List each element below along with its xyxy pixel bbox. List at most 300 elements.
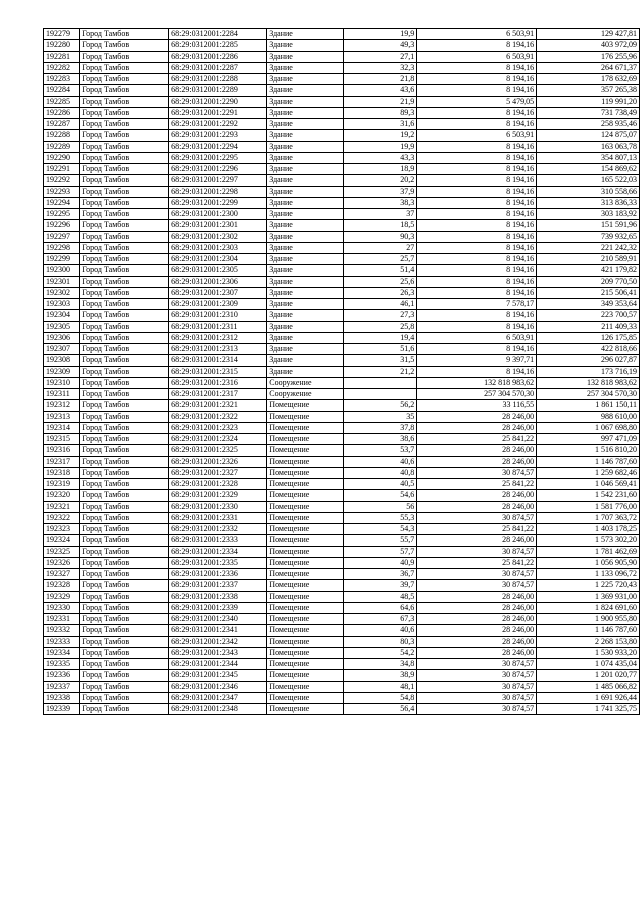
area-cell: 18,5 xyxy=(344,220,417,231)
locality-cell: Город Тамбов xyxy=(80,220,169,231)
area-cell: 51,4 xyxy=(344,265,417,276)
area-cell: 27,3 xyxy=(344,310,417,321)
specific-value-cell: 8 194,16 xyxy=(417,242,537,253)
cadastral-value-cell: 421 179,82 xyxy=(537,265,640,276)
row-number-cell: 192307 xyxy=(44,344,80,355)
cadastral-number-cell: 68:29:0312001:2324 xyxy=(169,434,267,445)
specific-value-cell: 7 578,17 xyxy=(417,299,537,310)
cadastral-value-cell: 151 591,96 xyxy=(537,220,640,231)
cadastral-value-cell: 209 770,50 xyxy=(537,276,640,287)
cadastral-number-cell: 68:29:0312001:2298 xyxy=(169,186,267,197)
row-number-cell: 192285 xyxy=(44,96,80,107)
cadastral-number-cell: 68:29:0312001:2322 xyxy=(169,411,267,422)
specific-value-cell: 33 116,55 xyxy=(417,400,537,411)
table-row xyxy=(44,96,640,107)
specific-value-cell: 8 194,16 xyxy=(417,310,537,321)
cadastral-number-cell: 68:29:0312001:2333 xyxy=(169,535,267,546)
row-number-cell: 192281 xyxy=(44,51,80,62)
table-row xyxy=(44,209,640,220)
area-cell: 32,3 xyxy=(344,62,417,73)
locality-cell: Город Тамбов xyxy=(80,344,169,355)
locality-cell: Город Тамбов xyxy=(80,704,169,715)
cadastral-value-cell: 1 861 150,11 xyxy=(537,400,640,411)
specific-value-cell: 8 194,16 xyxy=(417,119,537,130)
specific-value-cell: 28 246,00 xyxy=(417,445,537,456)
table-row xyxy=(44,141,640,152)
cadastral-number-cell: 68:29:0312001:2284 xyxy=(169,29,267,40)
specific-value-cell: 25 841,22 xyxy=(417,524,537,535)
object-type-cell: Здание xyxy=(267,231,344,242)
cadastral-value-cell: 264 671,37 xyxy=(537,62,640,73)
specific-value-cell: 28 246,00 xyxy=(417,591,537,602)
row-number-cell: 192339 xyxy=(44,704,80,715)
specific-value-cell: 30 874,57 xyxy=(417,569,537,580)
area-cell: 27 xyxy=(344,242,417,253)
cadastral-number-cell: 68:29:0312001:2343 xyxy=(169,647,267,658)
table-row xyxy=(44,254,640,265)
area-cell: 25,7 xyxy=(344,254,417,265)
object-type-cell: Помещение xyxy=(267,647,344,658)
area-cell xyxy=(344,377,417,388)
area-cell: 38,9 xyxy=(344,670,417,681)
cadastral-value-cell: 176 255,96 xyxy=(537,51,640,62)
object-type-cell: Помещение xyxy=(267,704,344,715)
object-type-cell: Здание xyxy=(267,130,344,141)
area-cell: 90,3 xyxy=(344,231,417,242)
table-row xyxy=(44,119,640,130)
cadastral-number-cell: 68:29:0312001:2346 xyxy=(169,681,267,692)
cadastral-number-cell: 68:29:0312001:2335 xyxy=(169,557,267,568)
row-number-cell: 192297 xyxy=(44,231,80,242)
specific-value-cell: 132 818 983,62 xyxy=(417,377,537,388)
cadastral-number-cell: 68:29:0312001:2312 xyxy=(169,332,267,343)
cadastral-value-cell: 1 781 462,69 xyxy=(537,546,640,557)
area-cell: 54,2 xyxy=(344,647,417,658)
object-type-cell: Здание xyxy=(267,366,344,377)
row-number-cell: 192327 xyxy=(44,569,80,580)
row-number-cell: 192310 xyxy=(44,377,80,388)
cadastral-number-cell: 68:29:0312001:2316 xyxy=(169,377,267,388)
locality-cell: Город Тамбов xyxy=(80,647,169,658)
area-cell: 21,8 xyxy=(344,74,417,85)
row-number-cell: 192324 xyxy=(44,535,80,546)
row-number-cell: 192289 xyxy=(44,141,80,152)
locality-cell: Город Тамбов xyxy=(80,96,169,107)
cadastral-number-cell: 68:29:0312001:2338 xyxy=(169,591,267,602)
object-type-cell: Здание xyxy=(267,186,344,197)
row-number-cell: 192298 xyxy=(44,242,80,253)
row-number-cell: 192288 xyxy=(44,130,80,141)
locality-cell: Город Тамбов xyxy=(80,456,169,467)
table-row xyxy=(44,130,640,141)
cadastral-value-cell: 1 516 810,20 xyxy=(537,445,640,456)
area-cell: 25,8 xyxy=(344,321,417,332)
object-type-cell: Помещение xyxy=(267,434,344,445)
row-number-cell: 192315 xyxy=(44,434,80,445)
locality-cell: Город Тамбов xyxy=(80,197,169,208)
table-row xyxy=(44,242,640,253)
cadastral-number-cell: 68:29:0312001:2331 xyxy=(169,512,267,523)
cadastral-number-cell: 68:29:0312001:2328 xyxy=(169,479,267,490)
table-row xyxy=(44,400,640,411)
object-type-cell: Здание xyxy=(267,141,344,152)
cadastral-value-cell: 129 427,81 xyxy=(537,29,640,40)
specific-value-cell: 28 246,00 xyxy=(417,625,537,636)
locality-cell: Город Тамбов xyxy=(80,85,169,96)
locality-cell: Город Тамбов xyxy=(80,591,169,602)
table-row xyxy=(44,546,640,557)
cadastral-value-cell: 1 824 691,60 xyxy=(537,602,640,613)
locality-cell: Город Тамбов xyxy=(80,681,169,692)
specific-value-cell: 30 874,57 xyxy=(417,670,537,681)
table-row xyxy=(44,355,640,366)
object-type-cell: Помещение xyxy=(267,445,344,456)
locality-cell: Город Тамбов xyxy=(80,366,169,377)
row-number-cell: 192318 xyxy=(44,467,80,478)
specific-value-cell: 30 874,57 xyxy=(417,692,537,703)
row-number-cell: 192326 xyxy=(44,557,80,568)
table-row xyxy=(44,377,640,388)
specific-value-cell: 28 246,00 xyxy=(417,490,537,501)
table-row xyxy=(44,287,640,298)
locality-cell: Город Тамбов xyxy=(80,231,169,242)
locality-cell: Город Тамбов xyxy=(80,557,169,568)
cadastral-number-cell: 68:29:0312001:2327 xyxy=(169,467,267,478)
object-type-cell: Помещение xyxy=(267,670,344,681)
table-row xyxy=(44,467,640,478)
area-cell: 54,8 xyxy=(344,692,417,703)
table-row xyxy=(44,186,640,197)
object-type-cell: Здание xyxy=(267,40,344,51)
area-cell: 40,5 xyxy=(344,479,417,490)
object-type-cell: Помещение xyxy=(267,467,344,478)
object-type-cell: Помещение xyxy=(267,490,344,501)
cadastral-number-cell: 68:29:0312001:2341 xyxy=(169,625,267,636)
row-number-cell: 192311 xyxy=(44,389,80,400)
row-number-cell: 192280 xyxy=(44,40,80,51)
area-cell: 56,2 xyxy=(344,400,417,411)
locality-cell: Город Тамбов xyxy=(80,422,169,433)
area-cell: 35 xyxy=(344,411,417,422)
locality-cell: Город Тамбов xyxy=(80,535,169,546)
cadastral-value-cell: 1 146 787,60 xyxy=(537,456,640,467)
cadastral-number-cell: 68:29:0312001:2347 xyxy=(169,692,267,703)
cadastral-number-cell: 68:29:0312001:2336 xyxy=(169,569,267,580)
cadastral-value-cell: 1 691 926,44 xyxy=(537,692,640,703)
locality-cell: Город Тамбов xyxy=(80,310,169,321)
cadastral-number-cell: 68:29:0312001:2321 xyxy=(169,400,267,411)
row-number-cell: 192284 xyxy=(44,85,80,96)
row-number-cell: 192312 xyxy=(44,400,80,411)
cadastral-number-cell: 68:29:0312001:2323 xyxy=(169,422,267,433)
locality-cell: Город Тамбов xyxy=(80,119,169,130)
locality-cell: Город Тамбов xyxy=(80,186,169,197)
row-number-cell: 192301 xyxy=(44,276,80,287)
object-type-cell: Здание xyxy=(267,254,344,265)
locality-cell: Город Тамбов xyxy=(80,434,169,445)
locality-cell: Город Тамбов xyxy=(80,175,169,186)
object-type-cell: Помещение xyxy=(267,535,344,546)
row-number-cell: 192294 xyxy=(44,197,80,208)
specific-value-cell: 8 194,16 xyxy=(417,152,537,163)
table-row xyxy=(44,107,640,118)
row-number-cell: 192286 xyxy=(44,107,80,118)
specific-value-cell: 28 246,00 xyxy=(417,602,537,613)
specific-value-cell: 8 194,16 xyxy=(417,62,537,73)
specific-value-cell: 9 397,71 xyxy=(417,355,537,366)
locality-cell: Город Тамбов xyxy=(80,389,169,400)
specific-value-cell: 257 304 570,30 xyxy=(417,389,537,400)
table-body xyxy=(44,29,640,715)
area-cell: 54,3 xyxy=(344,524,417,535)
row-number-cell: 192299 xyxy=(44,254,80,265)
cadastral-number-cell: 68:29:0312001:2302 xyxy=(169,231,267,242)
area-cell: 80,3 xyxy=(344,636,417,647)
table-row xyxy=(44,647,640,658)
table-row xyxy=(44,512,640,523)
area-cell: 21,2 xyxy=(344,366,417,377)
cadastral-number-cell: 68:29:0312001:2288 xyxy=(169,74,267,85)
cadastral-number-cell: 68:29:0312001:2301 xyxy=(169,220,267,231)
locality-cell: Город Тамбов xyxy=(80,40,169,51)
table-row xyxy=(44,445,640,456)
cadastral-value-cell: 211 409,33 xyxy=(537,321,640,332)
locality-cell: Город Тамбов xyxy=(80,355,169,366)
table-row xyxy=(44,422,640,433)
object-type-cell: Здание xyxy=(267,197,344,208)
table-row xyxy=(44,332,640,343)
cadastral-value-cell: 1 056 905,90 xyxy=(537,557,640,568)
object-type-cell: Здание xyxy=(267,29,344,40)
cadastral-value-cell: 173 716,19 xyxy=(537,366,640,377)
specific-value-cell: 30 874,57 xyxy=(417,512,537,523)
row-number-cell: 192287 xyxy=(44,119,80,130)
object-type-cell: Здание xyxy=(267,74,344,85)
area-cell: 55,7 xyxy=(344,535,417,546)
specific-value-cell: 5 479,05 xyxy=(417,96,537,107)
locality-cell: Город Тамбов xyxy=(80,51,169,62)
cadastral-number-cell: 68:29:0312001:2294 xyxy=(169,141,267,152)
table-row xyxy=(44,344,640,355)
cadastral-number-cell: 68:29:0312001:2303 xyxy=(169,242,267,253)
object-type-cell: Здание xyxy=(267,107,344,118)
locality-cell: Город Тамбов xyxy=(80,130,169,141)
table-row xyxy=(44,175,640,186)
cadastral-value-cell: 132 818 983,62 xyxy=(537,377,640,388)
cadastral-value-cell: 154 869,62 xyxy=(537,164,640,175)
cadastral-value-cell: 1 485 066,82 xyxy=(537,681,640,692)
cadastral-number-cell: 68:29:0312001:2293 xyxy=(169,130,267,141)
row-number-cell: 192337 xyxy=(44,681,80,692)
cadastral-number-cell: 68:29:0312001:2334 xyxy=(169,546,267,557)
table-row xyxy=(44,74,640,85)
cadastral-value-cell: 165 522,03 xyxy=(537,175,640,186)
object-type-cell: Помещение xyxy=(267,681,344,692)
table-row xyxy=(44,479,640,490)
area-cell: 27,1 xyxy=(344,51,417,62)
table-row xyxy=(44,29,640,40)
cadastral-number-cell: 68:29:0312001:2344 xyxy=(169,659,267,670)
area-cell: 43,3 xyxy=(344,152,417,163)
locality-cell: Город Тамбов xyxy=(80,467,169,478)
locality-cell: Город Тамбов xyxy=(80,501,169,512)
area-cell: 51,6 xyxy=(344,344,417,355)
object-type-cell: Помещение xyxy=(267,411,344,422)
row-number-cell: 192283 xyxy=(44,74,80,85)
area-cell xyxy=(344,389,417,400)
row-number-cell: 192292 xyxy=(44,175,80,186)
row-number-cell: 192302 xyxy=(44,287,80,298)
table-row xyxy=(44,220,640,231)
object-type-cell: Помещение xyxy=(267,692,344,703)
specific-value-cell: 8 194,16 xyxy=(417,40,537,51)
table-row xyxy=(44,456,640,467)
locality-cell: Город Тамбов xyxy=(80,242,169,253)
cadastral-value-cell: 303 183,92 xyxy=(537,209,640,220)
specific-value-cell: 30 874,57 xyxy=(417,659,537,670)
object-type-cell: Здание xyxy=(267,119,344,130)
object-type-cell: Здание xyxy=(267,152,344,163)
locality-cell: Город Тамбов xyxy=(80,164,169,175)
object-type-cell: Здание xyxy=(267,51,344,62)
object-type-cell: Помещение xyxy=(267,479,344,490)
locality-cell: Город Тамбов xyxy=(80,29,169,40)
area-cell: 89,3 xyxy=(344,107,417,118)
locality-cell: Город Тамбов xyxy=(80,411,169,422)
row-number-cell: 192305 xyxy=(44,321,80,332)
row-number-cell: 192309 xyxy=(44,366,80,377)
table-row xyxy=(44,602,640,613)
row-number-cell: 192321 xyxy=(44,501,80,512)
locality-cell: Город Тамбов xyxy=(80,569,169,580)
row-number-cell: 192331 xyxy=(44,614,80,625)
cadastral-value-cell: 1 225 720,43 xyxy=(537,580,640,591)
cadastral-value-cell: 163 063,78 xyxy=(537,141,640,152)
cadastral-value-cell: 1 530 933,20 xyxy=(537,647,640,658)
locality-cell: Город Тамбов xyxy=(80,321,169,332)
area-cell: 26,3 xyxy=(344,287,417,298)
object-type-cell: Помещение xyxy=(267,546,344,557)
table-row xyxy=(44,197,640,208)
table-row xyxy=(44,490,640,501)
cadastral-value-cell: 223 700,57 xyxy=(537,310,640,321)
cadastral-number-cell: 68:29:0312001:2314 xyxy=(169,355,267,366)
cadastral-number-cell: 68:29:0312001:2310 xyxy=(169,310,267,321)
cadastral-value-cell: 357 265,38 xyxy=(537,85,640,96)
locality-cell: Город Тамбов xyxy=(80,62,169,73)
cadastral-number-cell: 68:29:0312001:2317 xyxy=(169,389,267,400)
object-type-cell: Здание xyxy=(267,276,344,287)
area-cell: 48,5 xyxy=(344,591,417,602)
cadastral-value-cell: 1 403 178,25 xyxy=(537,524,640,535)
row-number-cell: 192328 xyxy=(44,580,80,591)
locality-cell: Город Тамбов xyxy=(80,636,169,647)
locality-cell: Город Тамбов xyxy=(80,377,169,388)
table-row xyxy=(44,231,640,242)
area-cell: 40,6 xyxy=(344,625,417,636)
cadastral-value-cell: 1 201 020,77 xyxy=(537,670,640,681)
cadastral-value-cell: 403 972,09 xyxy=(537,40,640,51)
specific-value-cell: 25 841,22 xyxy=(417,434,537,445)
area-cell: 21,9 xyxy=(344,96,417,107)
object-type-cell: Здание xyxy=(267,265,344,276)
cadastral-value-cell: 1 741 325,75 xyxy=(537,704,640,715)
locality-cell: Город Тамбов xyxy=(80,141,169,152)
cadastral-number-cell: 68:29:0312001:2340 xyxy=(169,614,267,625)
specific-value-cell: 28 246,00 xyxy=(417,647,537,658)
locality-cell: Город Тамбов xyxy=(80,445,169,456)
cadastral-number-cell: 68:29:0312001:2332 xyxy=(169,524,267,535)
locality-cell: Город Тамбов xyxy=(80,479,169,490)
specific-value-cell: 28 246,00 xyxy=(417,535,537,546)
object-type-cell: Помещение xyxy=(267,512,344,523)
object-type-cell: Помещение xyxy=(267,501,344,512)
cadastral-number-cell: 68:29:0312001:2296 xyxy=(169,164,267,175)
specific-value-cell: 8 194,16 xyxy=(417,197,537,208)
area-cell: 37 xyxy=(344,209,417,220)
table-row xyxy=(44,434,640,445)
object-type-cell: Помещение xyxy=(267,614,344,625)
cadastral-value-cell: 997 471,09 xyxy=(537,434,640,445)
cadastral-value-cell: 1 067 698,80 xyxy=(537,422,640,433)
specific-value-cell: 6 503,91 xyxy=(417,29,537,40)
area-cell: 39,7 xyxy=(344,580,417,591)
cadastral-number-cell: 68:29:0312001:2342 xyxy=(169,636,267,647)
cadastral-value-cell: 1 542 231,60 xyxy=(537,490,640,501)
object-type-cell: Помещение xyxy=(267,456,344,467)
locality-cell: Город Тамбов xyxy=(80,152,169,163)
area-cell: 38,6 xyxy=(344,434,417,445)
cadastral-number-cell: 68:29:0312001:2289 xyxy=(169,85,267,96)
specific-value-cell: 28 246,00 xyxy=(417,411,537,422)
cadastral-number-cell: 68:29:0312001:2337 xyxy=(169,580,267,591)
object-type-cell: Помещение xyxy=(267,636,344,647)
table-row xyxy=(44,625,640,636)
locality-cell: Город Тамбов xyxy=(80,625,169,636)
object-type-cell: Здание xyxy=(267,299,344,310)
row-number-cell: 192296 xyxy=(44,220,80,231)
row-number-cell: 192313 xyxy=(44,411,80,422)
row-number-cell: 192308 xyxy=(44,355,80,366)
cadastral-value-cell: 988 610,00 xyxy=(537,411,640,422)
locality-cell: Город Тамбов xyxy=(80,490,169,501)
area-cell: 56 xyxy=(344,501,417,512)
row-number-cell: 192291 xyxy=(44,164,80,175)
cadastral-value-cell: 215 506,41 xyxy=(537,287,640,298)
row-number-cell: 192314 xyxy=(44,422,80,433)
cadastral-value-cell: 1 133 096,72 xyxy=(537,569,640,580)
specific-value-cell: 25 841,22 xyxy=(417,557,537,568)
specific-value-cell: 8 194,16 xyxy=(417,265,537,276)
cadastral-value-table xyxy=(43,28,640,715)
row-number-cell: 192333 xyxy=(44,636,80,647)
object-type-cell: Здание xyxy=(267,175,344,186)
cadastral-number-cell: 68:29:0312001:2325 xyxy=(169,445,267,456)
row-number-cell: 192338 xyxy=(44,692,80,703)
row-number-cell: 192306 xyxy=(44,332,80,343)
area-cell: 64,6 xyxy=(344,602,417,613)
locality-cell: Город Тамбов xyxy=(80,602,169,613)
specific-value-cell: 30 874,57 xyxy=(417,467,537,478)
area-cell: 31,6 xyxy=(344,119,417,130)
table-row xyxy=(44,62,640,73)
object-type-cell: Здание xyxy=(267,209,344,220)
locality-cell: Город Тамбов xyxy=(80,287,169,298)
cadastral-value-cell: 310 558,66 xyxy=(537,186,640,197)
cadastral-number-cell: 68:29:0312001:2330 xyxy=(169,501,267,512)
object-type-cell: Здание xyxy=(267,85,344,96)
row-number-cell: 192335 xyxy=(44,659,80,670)
